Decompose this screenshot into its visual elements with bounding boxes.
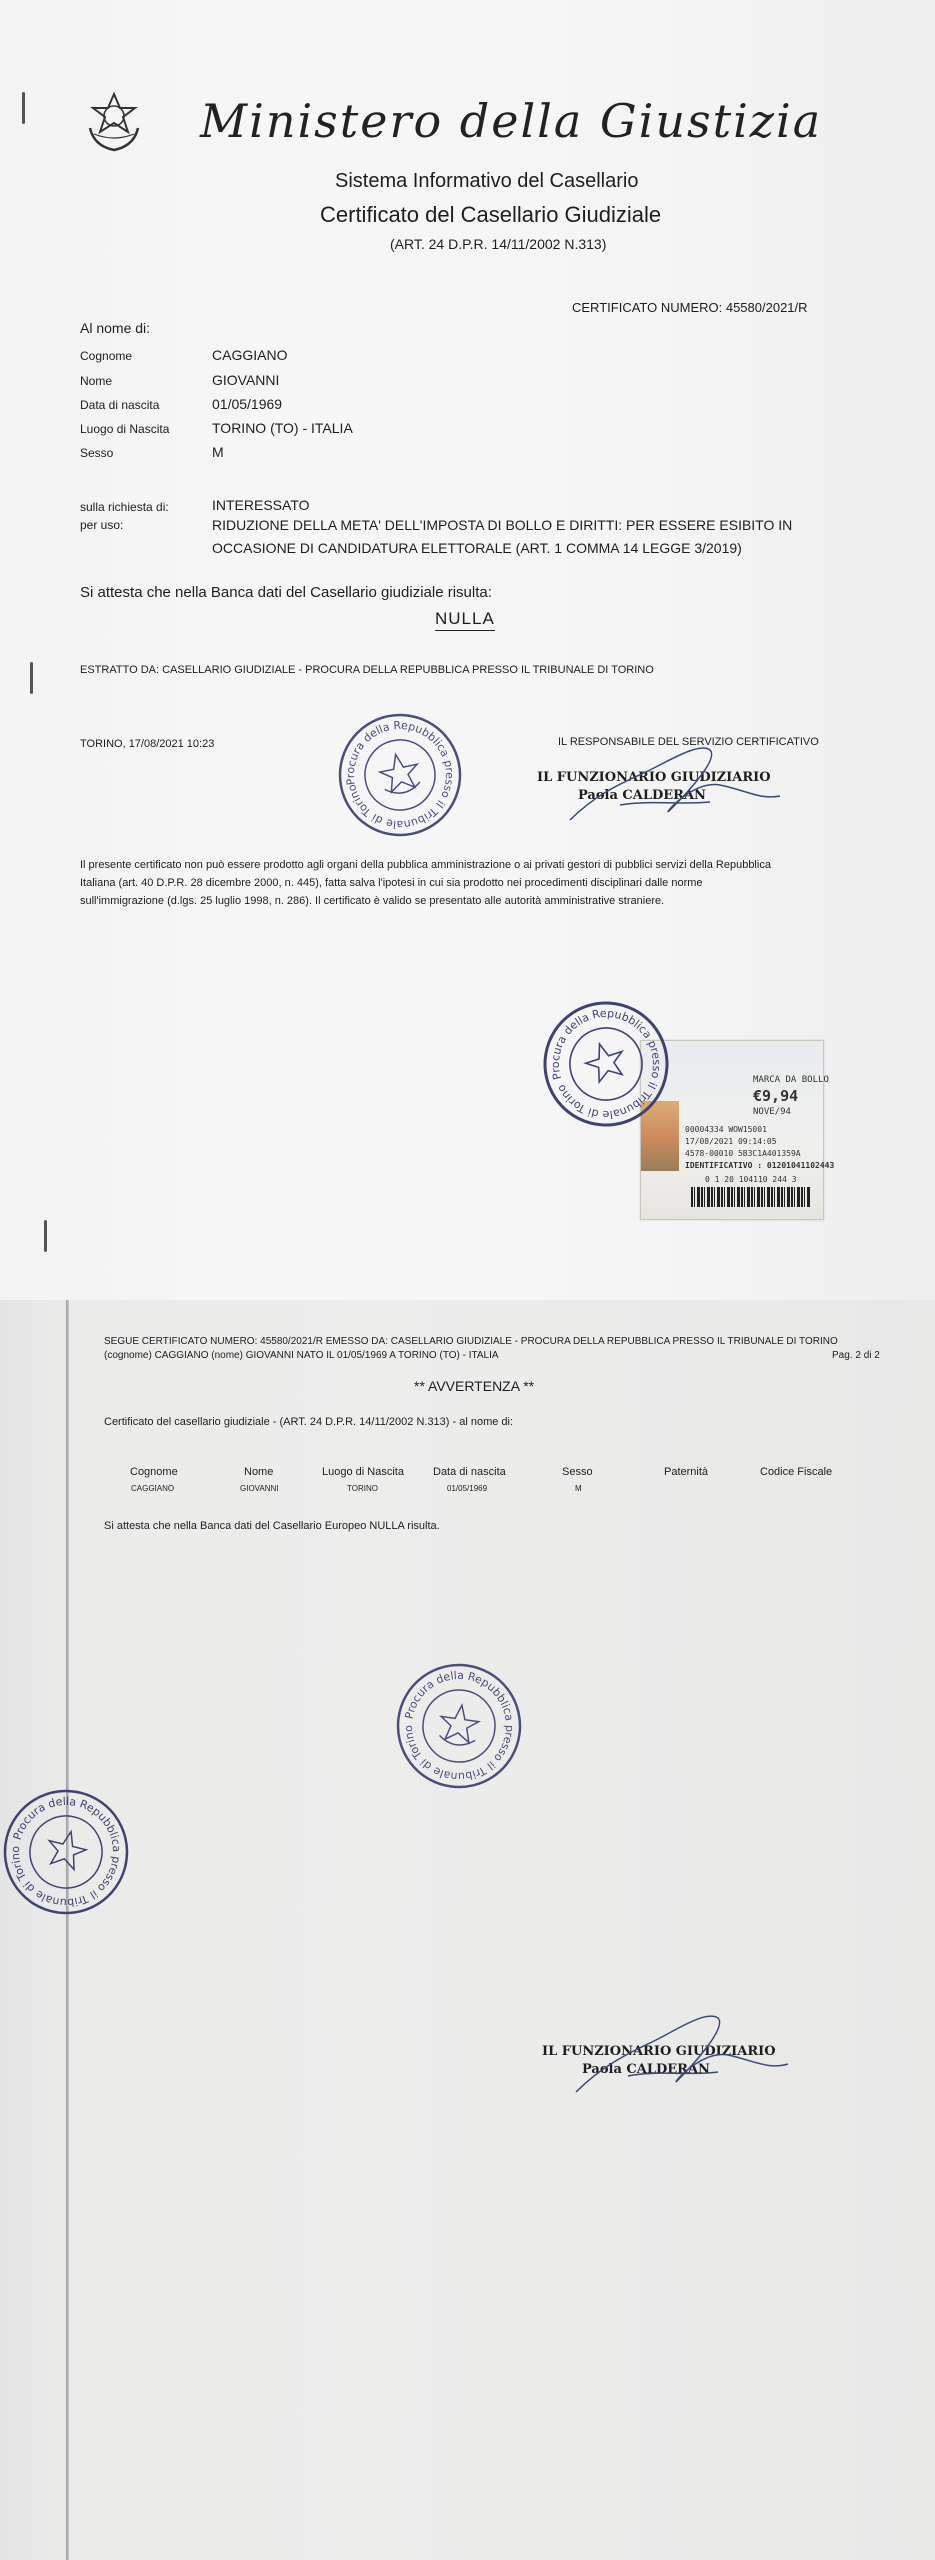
place-date: TORINO, 17/08/2021 10:23 [80, 738, 215, 750]
field-label: Luogo di Nascita [80, 422, 170, 436]
official-round-stamp [387, 1654, 532, 1799]
official-round-stamp [0, 1774, 144, 1929]
official-name: Paola CALDERAN [582, 2062, 710, 2077]
certificate-line: Certificato del casellario giudiziale - (ART. 24 D.P.R. 14/11/2002 N.313) - al nome di: [104, 1416, 514, 1428]
continuation-header: SEGUE CERTIFICATO NUMERO: 45580/2021/R EMESSO DA: CASELLARIO GIUDIZIALE - PROCURA DELLA REPUBBLICA PRESSO IL TRIBUNALE DI TORINO [104, 1336, 838, 1347]
stamp-text: Procura della Repubblica presso il Tribunale di Torino [548, 1006, 664, 1122]
field-label: Nome [80, 374, 113, 388]
punch-mark [22, 92, 25, 124]
italian-republic-emblem-icon [84, 88, 144, 154]
official-name: Paola CALDERAN [578, 788, 706, 803]
handwritten-signature [566, 2000, 796, 2110]
table-cell: GIOVANNI [240, 1484, 279, 1493]
column-header: Data di nascita [433, 1466, 506, 1478]
official-round-stamp [325, 700, 474, 849]
column-header: Luogo di Nascita [322, 1466, 404, 1478]
page-number: Pag. 2 di 2 [832, 1350, 880, 1361]
table-cell: 01/05/1969 [447, 1484, 488, 1493]
attestation-text: Si attesta che nella Banca dati del Casellario giudiziale risulta: [80, 584, 492, 601]
field-value: GIOVANNI [212, 372, 280, 388]
legal-reference: (ART. 24 D.P.R. 14/11/2002 N.313) [390, 236, 607, 252]
bollo-sub: NOVE/94 [753, 1107, 791, 1117]
barcode-text: 0 1 20 104110 244 3 [705, 1175, 797, 1184]
svg-text:Procura della Repubblica press [333, 708, 466, 841]
use-value-line1: RIDUZIONE DELLA META' DELL'IMPOSTA DI BOLLO E DIRITTI: PER ESSERE ESIBITO IN [212, 517, 793, 533]
page-fold-line [66, 1300, 69, 2560]
field-label: Cognome [80, 349, 133, 363]
field-value: CAGGIANO [212, 347, 288, 363]
punch-mark [44, 1220, 47, 1252]
stamp-text: Procura della Repubblica presso il Tribunale di Torino [8, 1794, 124, 1910]
field-value: TORINO (TO) - ITALIA [212, 420, 353, 436]
column-header: Sesso [562, 1466, 593, 1478]
barcode [691, 1187, 811, 1207]
bollo-amount: €9,94 [753, 1087, 799, 1105]
table-cell: CAGGIANO [131, 1484, 175, 1493]
handwritten-signature [560, 730, 790, 840]
certificate-number: CERTIFICATO NUMERO: 45580/2021/R [572, 300, 808, 315]
column-header: Nome [244, 1466, 274, 1478]
column-header: Paternità [664, 1466, 709, 1478]
svg-text:Procura della Repubblica press [0, 1783, 135, 1921]
field-value: 01/05/1969 [212, 396, 283, 412]
warning-title: ** AVVERTENZA ** [414, 1378, 535, 1394]
certificate-page-2 [0, 1300, 935, 2560]
stamp-text: Procura della Repubblica presso il Tribunale di Torino [343, 718, 457, 832]
legal-note-line1: Il presente certificato non può essere prodotto agli organi della pubblica amministrazione o ai privati gestori di pubblici servizi della Repubblica [80, 859, 771, 871]
continuation-person: (cognome) CAGGIANO (nome) GIOVANNI NATO IL 01/05/1969 A TORINO (TO) - ITALIA [104, 1350, 499, 1361]
bollo-code: 00004334 WOW15001 [685, 1125, 767, 1134]
bollo-identifier: IDENTIFICATIVO : 01201041102443 [685, 1161, 835, 1170]
responsible-label: IL RESPONSABILE DEL SERVIZIO CERTIFICATIVO [558, 736, 819, 748]
use-value-line2: OCCASIONE DI CANDIDATURA ELETTORALE (ART. 1 COMMA 14 LEGGE 3/2019) [212, 540, 742, 556]
use-label: per uso: [80, 518, 124, 532]
bollo-title: MARCA DA BOLLO [753, 1075, 829, 1085]
field-label: Sesso [80, 446, 114, 460]
field-label: Data di nascita [80, 398, 160, 412]
field-value: M [212, 444, 224, 460]
svg-text:Procura della Repubblica press [534, 992, 678, 1136]
system-name: Sistema Informativo del Casellario [335, 170, 639, 192]
table-cell: TORINO [347, 1484, 378, 1493]
punch-mark [30, 662, 33, 694]
official-title: IL FUNZIONARIO GIUDIZIARIO [537, 770, 771, 785]
column-header: Codice Fiscale [760, 1466, 833, 1478]
european-record-attestation: Si attesta che nella Banca dati del Casellario Europeo NULLA risulta. [104, 1520, 440, 1532]
bollo-code: 4578-00010 5B3C1A401359A [685, 1149, 801, 1158]
official-title: IL FUNZIONARIO GIUDIZIARIO [542, 2044, 776, 2059]
ministry-title: Ministero della Giustizia [200, 94, 823, 148]
in-name-of-label: Al nome di: [80, 320, 151, 336]
request-label: sulla richiesta di: [80, 500, 169, 514]
column-header: Cognome [130, 1466, 178, 1478]
result-value: NULLA [435, 609, 495, 631]
stamp-text: Procura della Repubblica presso il Tribunale di Torino [401, 1668, 517, 1784]
table-cell: M [575, 1484, 582, 1493]
requester-value: INTERESSATO [212, 497, 310, 513]
svg-text:Procura della Repubblica press [395, 1662, 524, 1791]
document-title: Certificato del Casellario Giudiziale [320, 202, 662, 227]
extract-source: ESTRATTO DA: CASELLARIO GIUDIZIALE - PROCURA DELLA REPUBBLICA PRESSO IL TRIBUNALE DI TORINO [80, 664, 654, 676]
legal-note-line3: sull'immigrazione (d.lgs. 25 luglio 1998, n. 286). Il certificato è valido se presentato alle autorità amministrative straniere. [80, 895, 665, 907]
legal-note-line2: Italiana (art. 40 D.P.R. 28 dicembre 2000, n. 445), fatta salva l'ipotesi in cui sia prodotto nei procedimenti disciplinari dalle norme [80, 877, 703, 889]
bollo-code: 17/08/2021 09:14:05 [685, 1137, 777, 1146]
